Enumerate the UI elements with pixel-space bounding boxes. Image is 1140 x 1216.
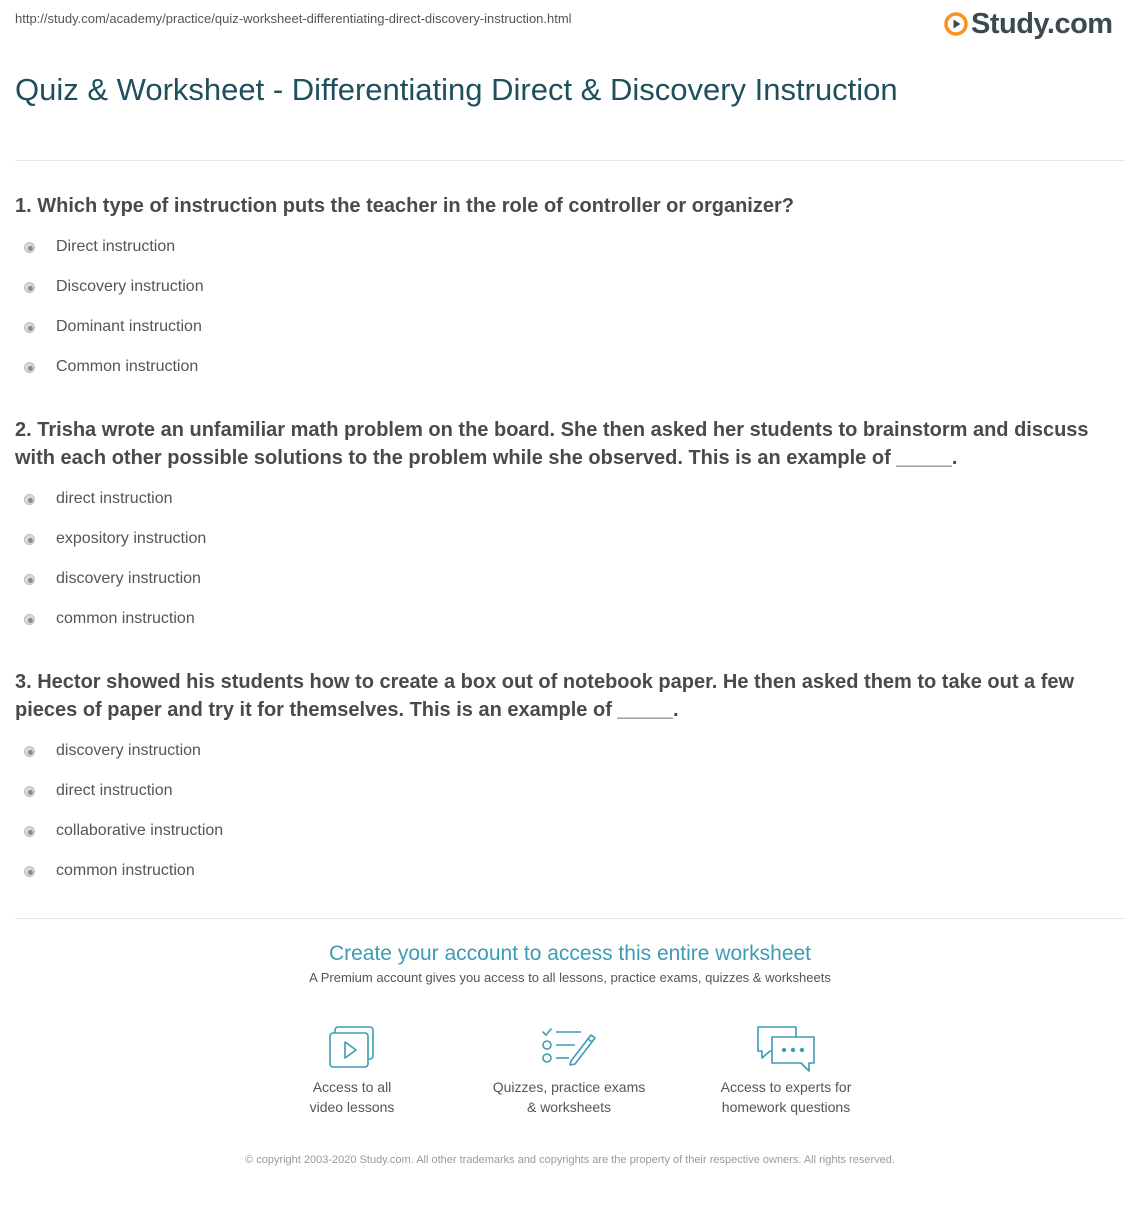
- create-account-link[interactable]: Create your account to access this entire worksheet: [328, 942, 812, 965]
- promo-subtitle: A Premium account gives you access to all lessons, practice exams, quizzes & worksheets: [309, 970, 831, 985]
- feature-label: [469, 1077, 669, 1117]
- radio-button-icon[interactable]: [24, 494, 35, 505]
- radio-button-icon[interactable]: [24, 786, 35, 797]
- answer-option[interactable]: [15, 599, 1125, 639]
- answer-option[interactable]: [15, 519, 1125, 559]
- answer-options: [15, 479, 1125, 639]
- feature-label-line: Quizzes, practice exams: [492, 1079, 646, 1095]
- feature-label-line: homework questions: [721, 1099, 851, 1115]
- answer-option[interactable]: [15, 731, 1125, 771]
- feature-label-line: Access to all: [312, 1079, 392, 1095]
- radio-button-icon[interactable]: [24, 362, 35, 373]
- feature-quizzes: [469, 1025, 669, 1117]
- feature-label-line: video lessons: [309, 1099, 395, 1115]
- copyright-text: © copyright 2003-2020 Study.com. All other trademarks and copyrights are the property of their respective owners. All rights reserved.: [245, 1154, 895, 1166]
- premium-promo: [0, 940, 1140, 985]
- answer-option[interactable]: [15, 559, 1125, 599]
- question-1: [15, 192, 1125, 387]
- radio-button-icon[interactable]: [24, 826, 35, 837]
- answer-label: collaborative instruction: [56, 822, 224, 839]
- feature-label-line: Access to experts for: [720, 1079, 852, 1095]
- answer-option[interactable]: [15, 811, 1125, 851]
- answer-label: Dominant instruction: [56, 318, 202, 335]
- radio-button-icon[interactable]: [24, 746, 35, 757]
- radio-button-icon[interactable]: [24, 322, 35, 333]
- answer-label: common instruction: [56, 862, 195, 879]
- copyright-footer: [0, 1152, 1140, 1169]
- answer-label: Discovery instruction: [56, 278, 204, 295]
- radio-button-icon[interactable]: [24, 242, 35, 253]
- answer-label: discovery instruction: [56, 742, 201, 759]
- answer-option[interactable]: [15, 227, 1125, 267]
- expert-chat-icon: [754, 1025, 818, 1073]
- page-title: Quiz & Worksheet - Differentiating Direct & Discovery Instruction: [15, 72, 898, 107]
- feature-label: [686, 1077, 886, 1117]
- logo-name: Study: [971, 7, 1047, 40]
- feature-label-line: & worksheets: [526, 1099, 612, 1115]
- feature-label: [252, 1077, 452, 1117]
- questions-divider: [15, 918, 1125, 919]
- title-divider: [15, 160, 1125, 161]
- study-logo-play-icon: [944, 12, 968, 36]
- study-logo[interactable]: [944, 6, 1113, 42]
- logo-suffix: .com: [1046, 7, 1113, 40]
- answer-option[interactable]: [15, 307, 1125, 347]
- feature-experts: [686, 1025, 886, 1117]
- radio-button-icon[interactable]: [24, 614, 35, 625]
- page-url: http://study.com/academy/practice/quiz-worksheet-differentiating-direct-discovery-instruction.html: [15, 11, 572, 26]
- question-2: [15, 416, 1125, 639]
- question-3: [15, 668, 1125, 891]
- answer-option[interactable]: [15, 267, 1125, 307]
- answer-label: direct instruction: [56, 490, 173, 507]
- video-lessons-icon: [327, 1025, 377, 1069]
- answer-option[interactable]: [15, 851, 1125, 891]
- question-text: 1. Which type of instruction puts the teacher in the role of controller or organizer?: [15, 195, 794, 217]
- answer-label: discovery instruction: [56, 570, 201, 587]
- answer-label: Direct instruction: [56, 238, 176, 255]
- radio-button-icon[interactable]: [24, 866, 35, 877]
- radio-button-icon[interactable]: [24, 282, 35, 293]
- answer-options: [15, 227, 1125, 387]
- question-text: 2. Trisha wrote an unfamiliar math problem on the board. She then asked her students to brainstorm and discuss with each other possible solutions to the problem while she observed. This is an example of _____.: [15, 419, 1089, 469]
- answer-label: direct instruction: [56, 782, 173, 799]
- radio-button-icon[interactable]: [24, 534, 35, 545]
- question-text: 3. Hector showed his students how to create a box out of notebook paper. He then asked them to take out a few pieces of paper and try it for themselves. This is an example of _____.: [15, 671, 1075, 721]
- radio-button-icon[interactable]: [24, 574, 35, 585]
- answer-option[interactable]: [15, 771, 1125, 811]
- answer-option[interactable]: [15, 347, 1125, 387]
- quizzes-checklist-icon: [541, 1025, 597, 1069]
- answer-options: [15, 731, 1125, 891]
- answer-label: expository instruction: [56, 530, 207, 547]
- answer-option[interactable]: [15, 479, 1125, 519]
- study-logo-text: [971, 8, 1113, 41]
- answer-label: Common instruction: [56, 358, 199, 375]
- answer-label: common instruction: [56, 610, 195, 627]
- feature-video-lessons: [252, 1025, 452, 1117]
